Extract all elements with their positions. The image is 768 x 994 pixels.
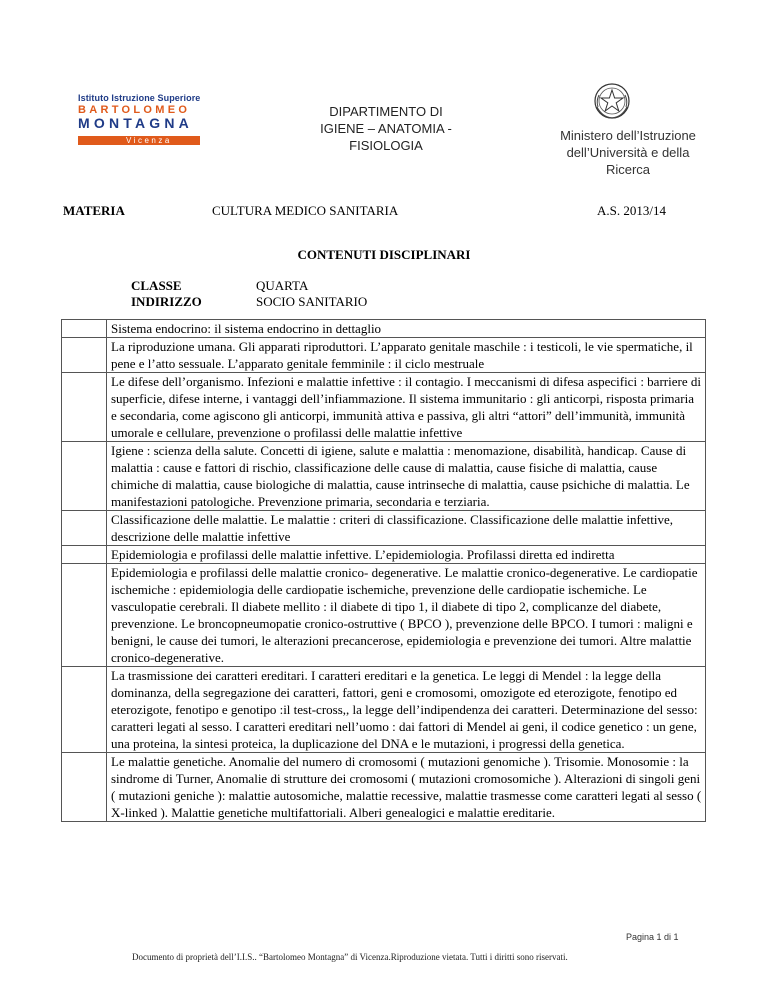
table-row (62, 753, 706, 822)
empty-cell (62, 373, 107, 442)
table-row (62, 442, 706, 511)
classe-value: QUARTA (256, 278, 309, 293)
content-cell: La trasmissione dei caratteri ereditari. I caratteri ereditari e la genetica. Le leggi di Mendel : la legge della dominanza, della segregazione dei caratteri, fattori, geni e cromosomi, omozigote ed eterozigote, fenotipo ed eterozigote, fenotipo e genotipo :il test-cross,, la legge dell’indipendenza dei caratteri. Determinazione del sesso: caratteri legati al sesso. I caratteri ereditari nell’uomo : dai fattori di Mendel ai geni, il codice genetico : un gene, una proteina, la sintesi proteica, la duplicazione del DNA e le mutazioni, i progressi della genetica. (107, 667, 706, 753)
content-cell: Epidemiologia e profilassi delle malattie infettive. L’epidemiologia. Profilassi diretta ed indiretta (107, 546, 706, 564)
content-cell: Sistema endocrino: il sistema endocrino in dettaglio (107, 320, 706, 338)
ministry-line: Ricerca (605, 162, 651, 177)
ministry-name (548, 127, 708, 178)
classe-label: CLASSE (131, 278, 182, 293)
logo-line-2: BARTOLOMEO (78, 104, 191, 116)
empty-cell (62, 753, 107, 822)
logo-line-1: Istituto Istruzione Superiore (78, 93, 201, 103)
empty-cell (62, 667, 107, 753)
content-cell: Epidemiologia e profilassi delle malattie cronico- degenerative. Le malattie cronico-degenerative. Le cardiopatie ischemiche : epidemiologia delle cardiopatie ischemiche, prevenzione delle cardiopatie ischemiche. Le vasculopatie cerebrali. Il diabete mellito : il diabete di tipo 1, il diabete di tipo 2, complicanze del diabete, prevenzione. Le broncopneumopatie cronico-ostruttive ( BPCO ), prevenzione delle BPCO. I tumori : maligni e benigni, le cause dei tumori, le alterazioni precancerose, epidemiologia e prevenzione dei tumori. Altre malattie cronico-degenerative. (107, 564, 706, 667)
table-row (62, 667, 706, 753)
content-cell: Le difese dell’organismo. Infezioni e malattie infettive : il contagio. I meccanismi di difesa aspecifici : barriere di superficie, difese interne, i vantaggi dell’infiammazione. Il sistema immunitario : gli anticorpi, risposta primaria e secondaria, come agiscono gli anticorpi, immunità attiva e passiva, gli altri “attori” dell’immunità, immunità umorale e cellulare, prevenzione o profilassi delle malattie infettive (107, 373, 706, 442)
table-row (62, 373, 706, 442)
school-year: A.S. 2013/14 (597, 203, 666, 218)
content-cell: Igiene : scienza della salute. Concetti di igiene, salute e malattia : menomazione, disabilità, handicap. Cause di malattia : cause e fattori di rischio, classificazione delle cause di malattia, cause fisiche di malattia, cause chimiche di malattia, cause biologiche di malattia, cause intrinseche di malattia, cause psichiche di malattia. Le manifestazioni patologiche. Prevenzione primaria, secondaria e terziaria. (107, 442, 706, 511)
department-line: IGIENE – ANATOMIA - (320, 121, 452, 136)
empty-cell (62, 442, 107, 511)
page-title: CONTENUTI DISCIPLINARI (297, 247, 471, 262)
indirizzo-label: INDIRIZZO (131, 294, 202, 309)
materia-value: CULTURA MEDICO SANITARIA (212, 203, 399, 218)
table-row (62, 320, 706, 338)
logo-line-3: MONTAGNA (78, 115, 193, 131)
empty-cell (62, 320, 107, 338)
italian-emblem-icon (592, 81, 632, 121)
materia-label: MATERIA (63, 203, 125, 218)
empty-cell (62, 564, 107, 667)
table-row (62, 338, 706, 373)
table-row (62, 546, 706, 564)
page-number: Pagina 1 di 1 (626, 932, 679, 942)
footer-notice: Documento di proprietà dell’I.I.S.. “Bartolomeo Montagna” di Vicenza.Riproduzione vietata. Tutti i diritti sono riservati. (132, 952, 568, 962)
empty-cell (62, 338, 107, 373)
content-cell: La riproduzione umana. Gli apparati riproduttori. L’apparato genitale maschile : i testicoli, le vie spermatiche, il pene e l’atto sessuale. L’apparato genitale femminile : il ciclo mestruale (107, 338, 706, 373)
content-cell: Le malattie genetiche. Anomalie del numero di cromosomi ( mutazioni genomiche ). Trisomie. Monosomie : la sindrome di Turner, Anomalie di strutture dei cromosomi ( mutazioni cromosomiche ). Alterazioni di singoli geni ( mutazioni geniche ): malattie autosomiche, malattie recessive, malattie trasmesse come caratteri legati al sesso ( X-linked ). Malattie genetiche multifattoriali. Alberi genealogici e malattie ereditarie. (107, 753, 706, 822)
school-logo (78, 93, 246, 145)
empty-cell (62, 546, 107, 564)
table-row (62, 511, 706, 546)
contents-table (61, 319, 706, 822)
department-line: DIPARTIMENTO DI (329, 104, 443, 119)
table-row (62, 564, 706, 667)
ministry-line: Ministero dell’Istruzione (560, 128, 696, 143)
logo-line-4: Vicenza (78, 136, 200, 145)
ministry-line: dell’Università e della (566, 145, 690, 160)
indirizzo-value: SOCIO SANITARIO (256, 294, 368, 309)
empty-cell (62, 511, 107, 546)
department-title (320, 103, 452, 154)
department-line: FISIOLOGIA (349, 138, 423, 153)
content-cell: Classificazione delle malattie. Le malattie : criteri di classificazione. Classificazione delle malattie infettive, descrizione delle malattie infettive (107, 511, 706, 546)
